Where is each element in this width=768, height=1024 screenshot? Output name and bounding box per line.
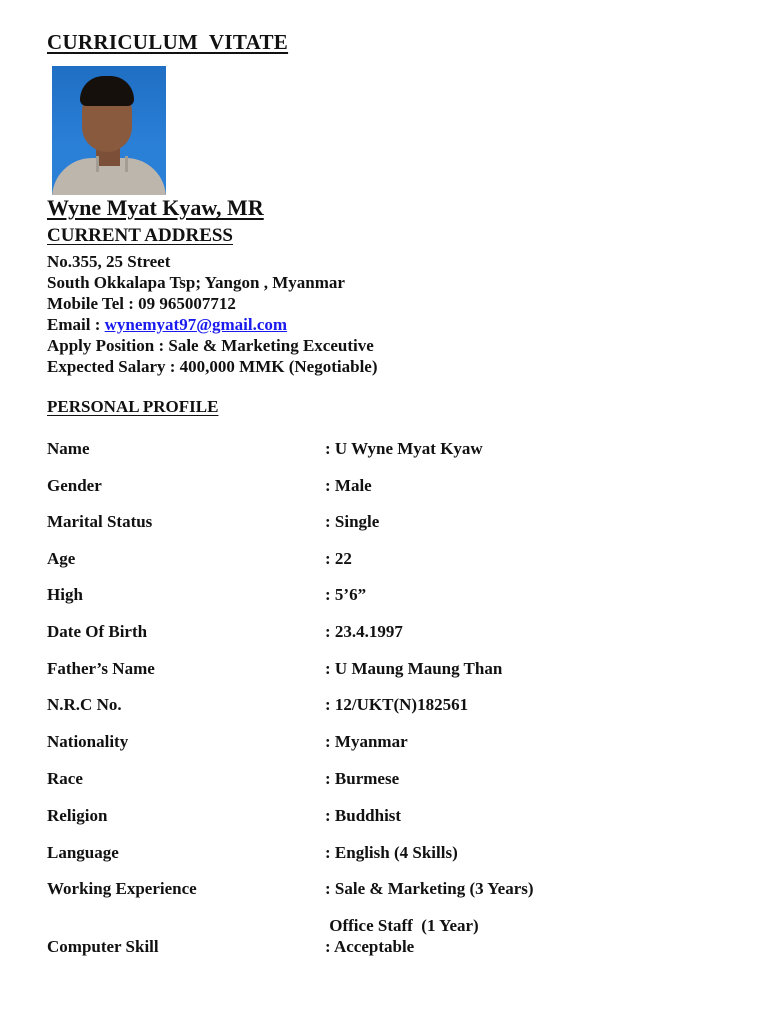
profile-value-name: : U Wyne Myat Kyaw (325, 439, 483, 458)
profile-label-race: Race (47, 769, 83, 788)
email-label: Email : (47, 315, 105, 334)
expected-salary: Expected Salary : 400,000 MMK (Negotiable) (47, 357, 378, 376)
profile-value-working-experience-extra: Office Staff (1 Year) (325, 916, 479, 935)
full-name: Wyne Myat Kyaw, MR (47, 195, 264, 220)
current-address-heading: CURRENT ADDRESS (47, 225, 234, 246)
profile-label-age: Age (47, 549, 76, 568)
email-line (47, 315, 287, 335)
profile-value-language: : English (4 Skills) (325, 843, 458, 862)
profile-value-age: : 22 (325, 549, 352, 568)
profile-label-working-experience: Working Experience (47, 879, 197, 898)
profile-value-gender: : Male (325, 476, 372, 495)
profile-label-fathers-name: Father’s Name (47, 659, 155, 678)
profile-label-date-of-birth: Date Of Birth (47, 622, 148, 641)
profile-label-name: Name (47, 439, 90, 458)
profile-label-marital-status: Marital Status (47, 512, 153, 531)
profile-label-computer-skill: Computer Skill (47, 937, 159, 956)
profile-photo (52, 66, 166, 195)
profile-value-religion: : Buddhist (325, 806, 402, 825)
personal-profile-heading: PERSONAL PROFILE (47, 397, 219, 416)
address-line-city: South Okkalapa Tsp; Yangon , Myanmar (47, 273, 345, 292)
mobile-tel: Mobile Tel : 09 965007712 (47, 294, 236, 313)
profile-label-gender: Gender (47, 476, 102, 495)
profile-value-date-of-birth: : 23.4.1997 (325, 622, 403, 641)
profile-value-working-experience: : Sale & Marketing (3 Years) (325, 879, 534, 898)
profile-label-religion: Religion (47, 806, 108, 825)
profile-value-marital-status: : Single (325, 512, 380, 531)
profile-label-nationality: Nationality (47, 732, 129, 751)
apply-position: Apply Position : Sale & Marketing Exceutive (47, 336, 374, 355)
profile-value-height: : 5’6” (325, 585, 367, 604)
profile-label-height: High (47, 585, 83, 604)
profile-label-language: Language (47, 843, 119, 862)
profile-value-computer-skill: : Acceptable (325, 937, 415, 956)
document-title: CURRICULUM VITATE (47, 30, 289, 54)
email-link[interactable]: wynemyat97@gmail.com (104, 315, 288, 334)
profile-value-race: : Burmese (325, 769, 400, 788)
profile-value-nationality: : Myanmar (325, 732, 408, 751)
profile-value-fathers-name: : U Maung Maung Than (325, 659, 503, 678)
profile-value-nrc-no: : 12/UKT(N)182561 (325, 695, 469, 714)
profile-label-nrc-no: N.R.C No. (47, 695, 122, 714)
address-line-street: No.355, 25 Street (47, 252, 171, 271)
